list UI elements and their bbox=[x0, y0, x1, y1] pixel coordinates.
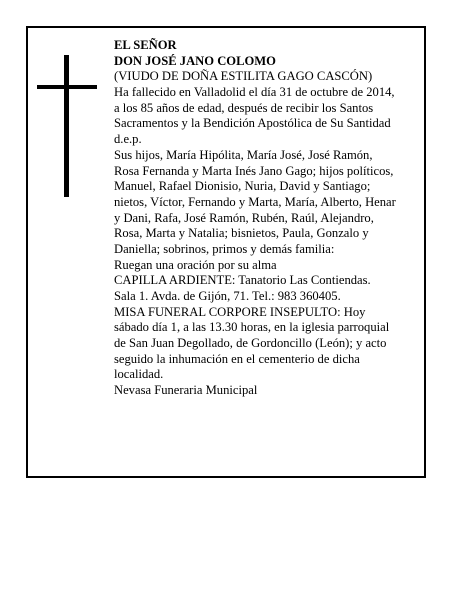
text-line: Sala 1. Avda. de Gijón, 71. Tel.: 983 360405. bbox=[114, 289, 341, 303]
text-line: Sus hijos, María Hipólita, María José, José Ramón, bbox=[114, 147, 373, 162]
text-line: Nevasa Funeraria Municipal bbox=[114, 383, 258, 398]
text-line: Ruegan una oración por su alma bbox=[114, 257, 277, 272]
text-line: MISA FUNERAL CORPORE INSEPULTO: Hoy bbox=[114, 304, 366, 319]
text-line: Sacramentos y la Bendición Apostólica de Su Santidad bbox=[114, 116, 391, 131]
text-line: CAPILLA ARDIENTE: Tanatorio Las Contiendas. bbox=[114, 273, 371, 288]
obituary-text bbox=[114, 38, 422, 399]
widower-of: (VIUDO DE DOÑA ESTILITA GAGO CASCÓN) bbox=[114, 69, 373, 84]
text-line: Ha fallecido en Valladolid el día 31 de octubre de 2014, bbox=[114, 85, 395, 100]
text-line: seguido la inhumación en el cementerio de dicha bbox=[114, 351, 360, 366]
text-line: Daniella; sobrinos, primos y demás familia: bbox=[114, 241, 335, 256]
text-line: de San Juan Degollado, de Gordoncillo (León); y acto bbox=[114, 336, 387, 351]
cross-icon bbox=[37, 55, 97, 197]
text-line: sábado día 1, a las 13.30 horas, en la iglesia parroquial bbox=[114, 320, 390, 335]
text-line: Rosa, Marta y Natalia; bisnietos, Paula, Gonzalo y bbox=[114, 226, 369, 241]
text-line: nietos, Víctor, Fernando y Marta, María, Alberto, Henar bbox=[114, 194, 396, 209]
text-line: Manuel, Rafael Dionisio, Nuria, David y Santiago; bbox=[114, 179, 371, 194]
deceased-name: DON JOSÉ JANO COLOMO bbox=[114, 53, 276, 68]
obituary-heading: EL SEÑOR bbox=[114, 38, 177, 52]
text-line: Rosa Fernanda y Marta Inés Jano Gago; hijos políticos, bbox=[114, 163, 394, 178]
text-line: localidad. bbox=[114, 367, 164, 382]
cross-horizontal-bar bbox=[37, 85, 97, 89]
text-line: d.e.p. bbox=[114, 132, 142, 147]
text-line: y Dani, Rafa, José Ramón, Rubén, Raúl, Alejandro, bbox=[114, 210, 374, 225]
text-line: a los 85 años de edad, después de recibir los Santos bbox=[114, 100, 374, 115]
cross-vertical-bar bbox=[64, 55, 69, 197]
